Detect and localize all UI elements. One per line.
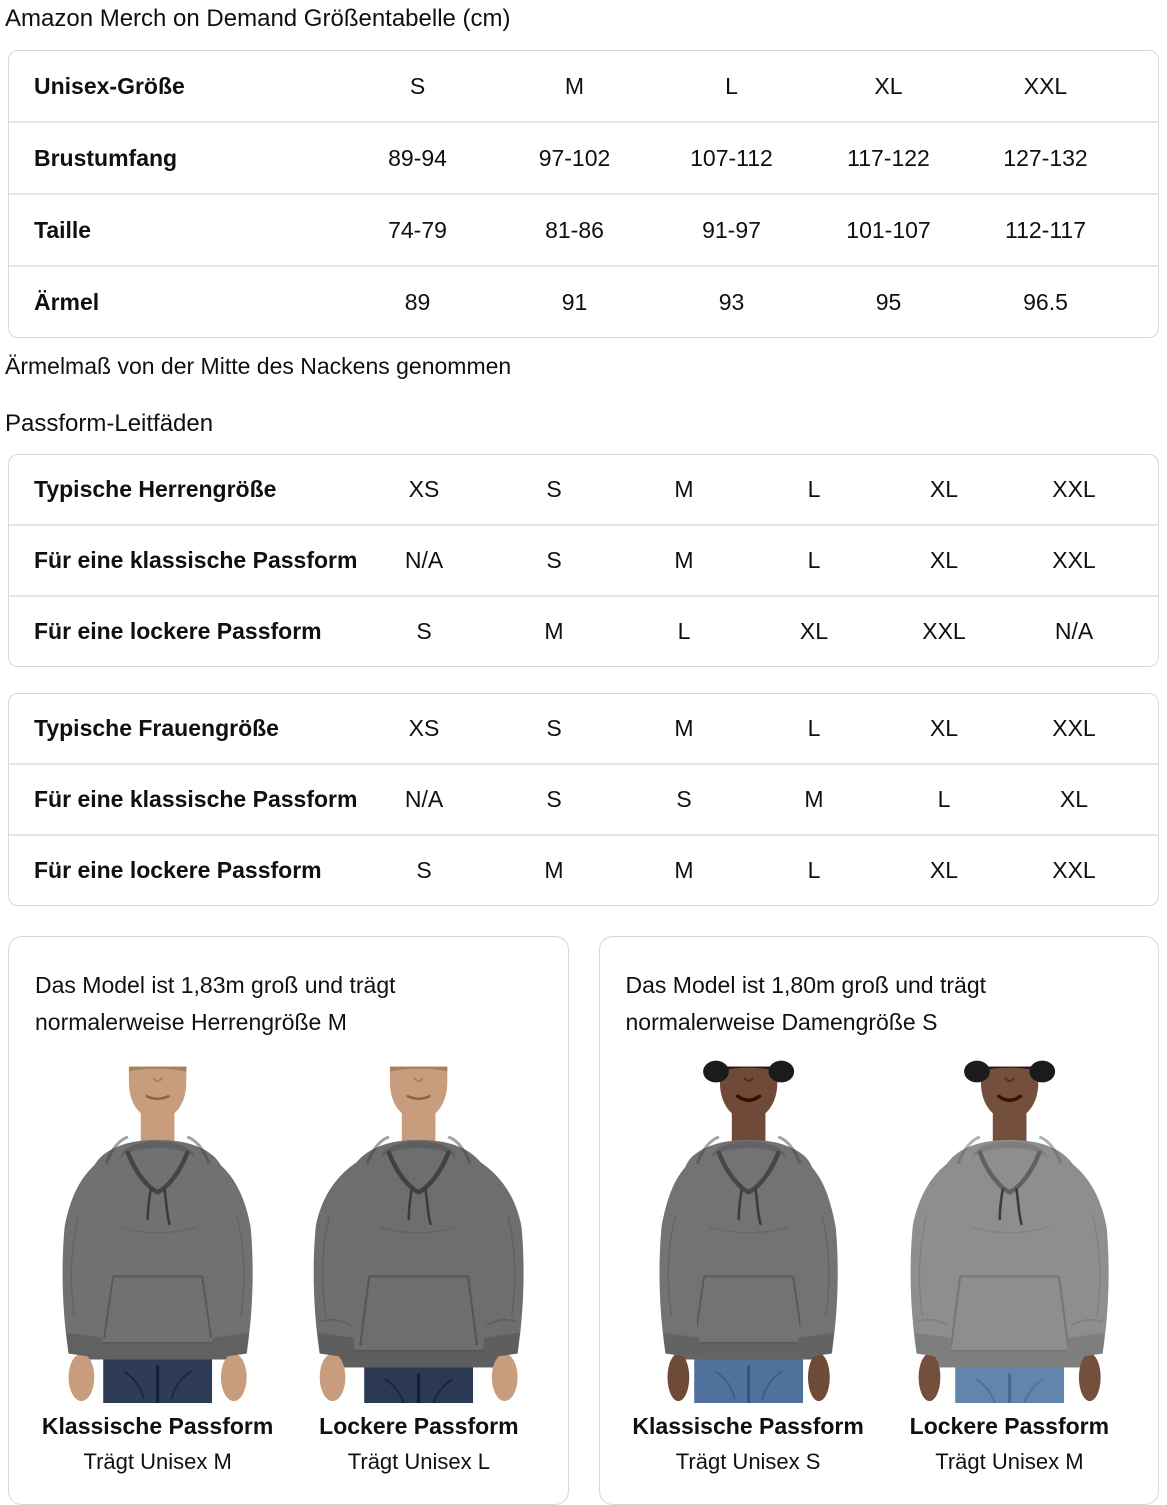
row-label: Ärmel (34, 288, 100, 315)
row-label: Für eine klassische Passform (34, 547, 358, 573)
row-value: M (804, 786, 824, 812)
row-value: S (416, 857, 432, 883)
size-caption: Trägt Unisex M (83, 1449, 232, 1474)
table-row (9, 765, 1158, 836)
row-value: N/A (404, 547, 444, 573)
row-value: XL (874, 72, 903, 99)
row-value: S (416, 618, 432, 644)
womens-fit-table (8, 693, 1159, 906)
row-value: XL (929, 547, 959, 573)
row-value: L (807, 547, 821, 573)
row-value: 95 (875, 288, 902, 315)
row-value: XS (408, 715, 440, 741)
fit-guides-heading: Passform-Leitfäden (5, 410, 214, 437)
row-value: L (677, 618, 691, 644)
row-value: XS (408, 476, 440, 502)
row-value: S (546, 715, 562, 741)
size-table (8, 50, 1159, 338)
row-value: 89 (404, 288, 431, 315)
row-value: 93 (718, 288, 745, 315)
row-value: M (544, 857, 564, 883)
row-value: S (409, 72, 426, 99)
row-value: 127-132 (1003, 144, 1088, 171)
table-row (9, 51, 1158, 123)
row-value: M (674, 857, 694, 883)
row-value: XXL (1052, 715, 1096, 741)
row-label: Für eine klassische Passform (34, 786, 358, 812)
row-value: 107-112 (690, 144, 773, 171)
row-value: 96.5 (1023, 288, 1068, 315)
model-photo-male-classic-hoodie (29, 1055, 286, 1403)
figure-female-classic (620, 1055, 877, 1475)
row-value: L (937, 786, 951, 812)
figure-female-loose (881, 1055, 1138, 1475)
row-value: 112-117 (1005, 216, 1086, 243)
size-caption: Trägt Unisex M (935, 1449, 1084, 1474)
row-value: 89-94 (388, 144, 447, 171)
row-value: L (807, 715, 821, 741)
row-value: XL (1059, 786, 1089, 812)
fit-caption: Klassische Passform (632, 1413, 864, 1439)
row-label: Brustumfang (34, 144, 178, 171)
mens-fit-table (8, 454, 1159, 667)
model-photo-female-classic-hoodie (620, 1055, 877, 1403)
table-row (9, 526, 1158, 597)
row-value: XL (929, 476, 959, 502)
model-cards (8, 936, 1159, 1505)
row-value: 97-102 (538, 144, 611, 171)
row-value: XL (799, 618, 829, 644)
row-label: Typische Frauengröße (34, 715, 279, 741)
row-value: XL (929, 857, 959, 883)
table-row (9, 267, 1158, 337)
row-value: XXL (1052, 476, 1096, 502)
size-caption: Trägt Unisex S (675, 1449, 821, 1474)
row-value: 74-79 (388, 216, 447, 243)
sleeve-measure-note: Ärmelmaß von der Mitte des Nackens genommen (5, 353, 512, 379)
fit-caption: Klassische Passform (41, 1413, 274, 1439)
page-title: Amazon Merch on Demand Größentabelle (cm) (5, 5, 511, 32)
figure-male-loose (290, 1055, 547, 1475)
female-model-card (599, 936, 1160, 1505)
row-value: XL (929, 715, 959, 741)
row-value: N/A (1054, 618, 1094, 644)
model-photo-male-loose-hoodie (290, 1055, 547, 1403)
table-row (9, 195, 1158, 267)
row-value: L (725, 72, 738, 99)
figure-male-classic (29, 1055, 286, 1475)
row-value: N/A (404, 786, 444, 812)
row-value: L (807, 857, 821, 883)
row-value: 101-107 (846, 216, 931, 243)
row-label: Für eine lockere Passform (34, 618, 322, 644)
row-value: S (676, 786, 692, 812)
row-value: 117-122 (847, 144, 930, 171)
model-photo-female-loose-hoodie (881, 1055, 1138, 1403)
fit-caption: Lockere Passform (909, 1413, 1110, 1439)
fit-caption: Lockere Passform (319, 1413, 519, 1439)
row-value: M (544, 618, 564, 644)
male-model-card (8, 936, 569, 1505)
row-value: S (546, 547, 562, 573)
row-label: Typische Herrengröße (34, 476, 277, 502)
row-value: M (674, 547, 694, 573)
row-value: L (807, 476, 821, 502)
table-row (9, 694, 1158, 765)
row-label: Unisex-Größe (34, 72, 185, 99)
model-description: Das Model ist 1,80m groß und trägt normalerweise Damengröße S (625, 972, 986, 1035)
table-row (9, 836, 1158, 905)
model-description: Das Model ist 1,83m groß und trägt normalerweise Herrengröße M (35, 972, 396, 1035)
row-label: Taille (34, 216, 92, 243)
row-value: XXL (922, 618, 966, 644)
row-value: XXL (1023, 72, 1068, 99)
table-row (9, 455, 1158, 526)
row-label: Für eine lockere Passform (34, 857, 322, 883)
row-value: M (674, 715, 694, 741)
row-value: 91-97 (702, 216, 761, 243)
row-value: M (564, 72, 585, 99)
table-row (9, 123, 1158, 195)
row-value: S (546, 476, 562, 502)
size-caption: Trägt Unisex L (347, 1449, 490, 1474)
model-figures (620, 1055, 1139, 1475)
row-value: XXL (1052, 547, 1096, 573)
row-value: 91 (561, 288, 588, 315)
model-figures (29, 1055, 548, 1475)
table-row (9, 597, 1158, 666)
row-value: S (546, 786, 562, 812)
row-value: 81-86 (545, 216, 604, 243)
row-value: M (674, 476, 694, 502)
row-value: XXL (1052, 857, 1096, 883)
